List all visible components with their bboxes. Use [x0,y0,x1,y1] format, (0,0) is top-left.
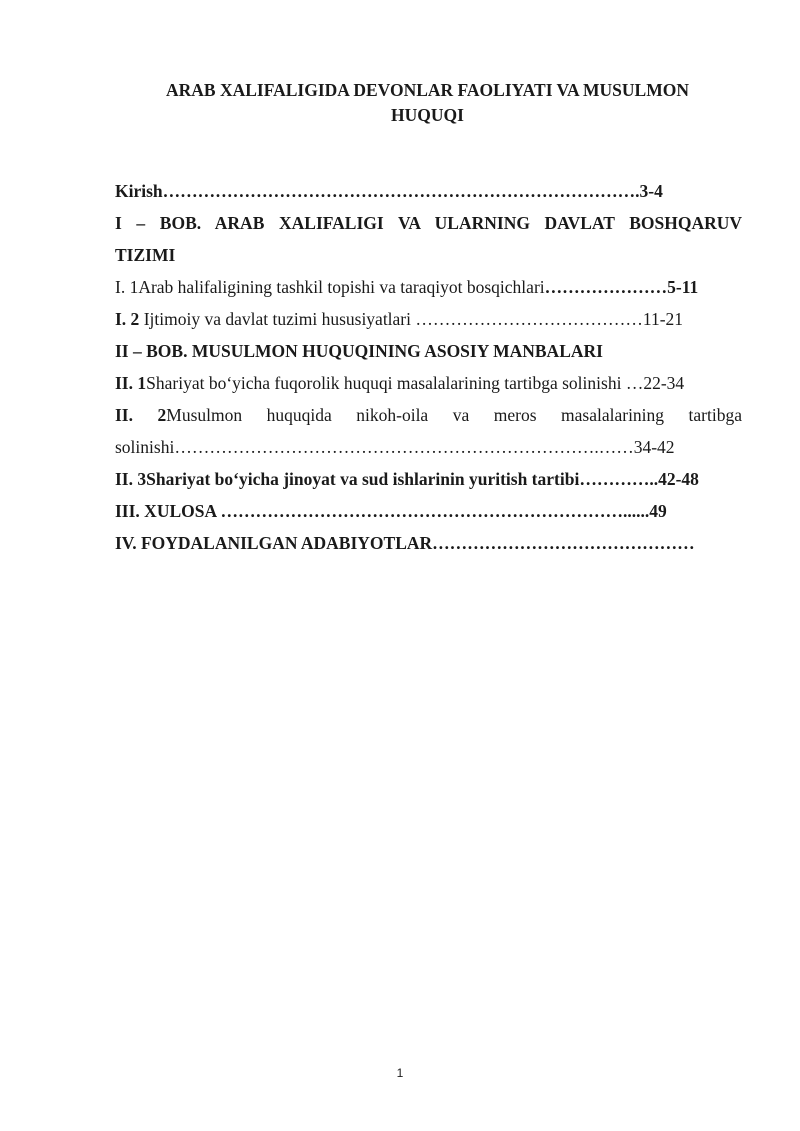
toc-section-2-1 [115,367,742,399]
toc-entry-xulosa: III. XULOSA ……………………………………………………………......49 [115,501,667,521]
toc-entry-adabiyotlar: IV. FOYDALANILGAN ADABIYOTLAR……………………………………… [115,533,695,553]
toc-section-2-1-number: II. 1 [115,373,147,393]
title-line-1: ARAB XALIFALIGIDA DEVONLAR FAOLIYATI VA MUSULMON [166,80,689,100]
toc-section-2-2-line-1 [115,399,742,431]
toc-section-1-2-number: I. 2 [115,309,140,329]
toc-chapter-2: II – BOB. MUSULMON HUQUQINING ASOSIY MANBALARI [115,341,603,361]
toc-chapter-1-line-1: I – BOB. ARAB XALIFALIGI VA ULARNING DAVLAT BOSHQARUV [115,213,742,233]
toc-section-1-1-pages: …………………5-11 [544,277,699,297]
toc-section-2-1-title: Shariyat bo‘yicha fuqorolik huquqi masalalarining tartibga solinishi …22-34 [146,373,685,393]
toc-section-1-2 [115,303,742,335]
toc-section-1-2-title: Ijtimoiy va davlat tuzimi hususiyatlari …………………………………11-21 [139,309,684,329]
toc-chapter-1-line-2: TIZIMI [115,245,176,265]
toc-section-1-1 [115,271,742,303]
page-number: 1 [396,1066,404,1080]
toc-section-2-3: II. 3Shariyat bo‘yicha jinoyat va sud ishlarinin yuritish tartibi…………..42-48 [115,469,699,489]
toc-section-2-2-title: Musulmon huquqida nikoh-oila va meros masalalarining tartibga [166,405,742,425]
title-line-2: HUQUQI [391,105,464,125]
toc-section-2-2-line-2: solinishi……………………………………………………………….……34-42 [115,437,675,457]
document-title [115,78,740,128]
toc-section-1-1-number: I. 1 [115,277,139,297]
toc-entry-kirish: Kirish……………………………………………………………………….3-4 [115,181,663,201]
toc-section-1-1-title: Arab halifaligining tashkil topishi va taraqiyot bosqichlari [138,277,545,297]
toc-section-2-2-number: II. 2 [115,405,167,425]
table-of-contents [115,175,742,559]
